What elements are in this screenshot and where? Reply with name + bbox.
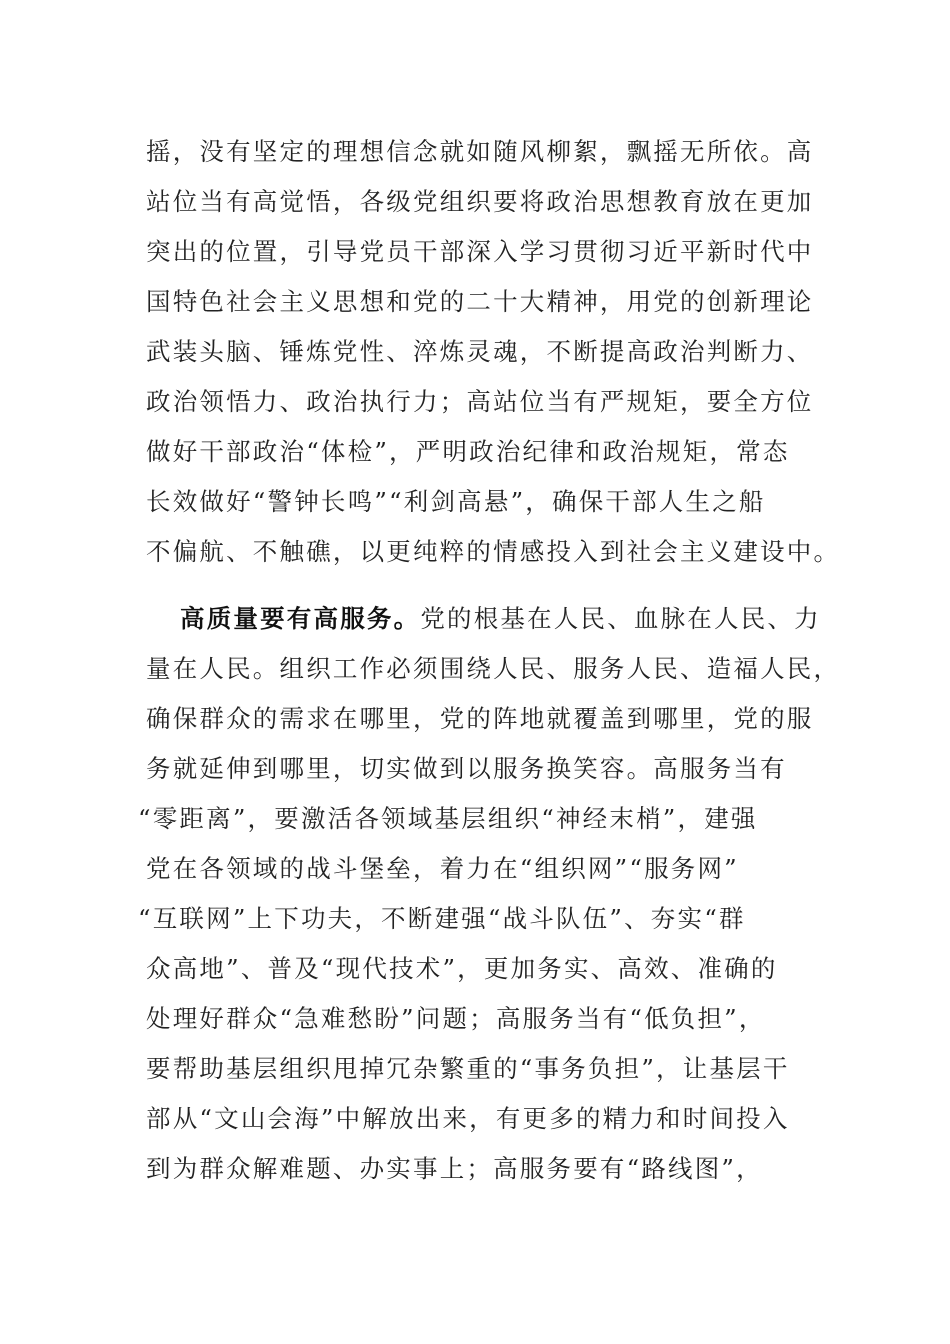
text-line: 部从“文山会海”中解放出来，有更多的精力和时间投入 [146, 1104, 790, 1133]
text-run: 党的根基在人民、血脉在人民、力 [420, 604, 821, 633]
text-line: 武装头脑、锤炼党性、淬炼灵魂，不断提高政治判断力、 [146, 337, 814, 366]
text-line: 摇，没有坚定的理想信念就如随风柳絮，飘摇无所依。高 [146, 137, 814, 166]
text-line: 量在人民。组织工作必须围绕人民、服务人民、造福人民， [146, 654, 841, 683]
text-line: 不偏航、不触礁，以更纯粹的情感投入到社会主义建设中。 [146, 537, 841, 566]
text-line: “零距离”，要激活各领域基层组织“神经末梢”，建强 [138, 804, 758, 833]
text-line: 务就延伸到哪里，切实做到以服务换笑容。高服务当有 [146, 754, 787, 783]
text-line: 做好干部政治“体检”，严明政治纪律和政治规矩，常态 [146, 437, 790, 466]
text-line: 众高地”、普及“现代技术”，更加务实、高效、准确的 [146, 954, 778, 983]
text-line: 处理好群众“急难愁盼”问题；高服务当有“低负担”， [146, 1004, 766, 1033]
text-line: 政治领悟力、政治执行力；高站位当有严规矩，要全方位 [146, 387, 814, 416]
paragraph-ideals [146, 127, 841, 577]
paragraph-first-line [146, 594, 826, 644]
paragraph-heading: 高质量要有高服务。 [180, 604, 421, 633]
text-line: 长效做好“警钟长鸣”“利剑高悬”，确保干部人生之船 [146, 487, 766, 516]
text-line: “互联网”上下功夫，不断建强“战斗队伍”、夯实“群 [138, 904, 746, 933]
text-line: 党在各领域的战斗堡垒，着力在“组织网”“服务网” [146, 854, 739, 883]
paragraph-service [138, 594, 841, 1194]
text-line: 国特色社会主义思想和党的二十大精神，用党的创新理论 [146, 287, 814, 316]
text-line: 要帮助基层组织甩掉冗杂繁重的“事务负担”，让基层干 [146, 1054, 790, 1083]
text-line: 站位当有高觉悟，各级党组织要将政治思想教育放在更加 [146, 187, 814, 216]
text-line: 到为群众解难题、办实事上；高服务要有“路线图”， [146, 1154, 763, 1183]
text-line: 确保群众的需求在哪里，党的阵地就覆盖到哪里，党的服 [146, 704, 814, 733]
text-line: 突出的位置，引导党员干部深入学习贯彻习近平新时代中 [146, 237, 814, 266]
